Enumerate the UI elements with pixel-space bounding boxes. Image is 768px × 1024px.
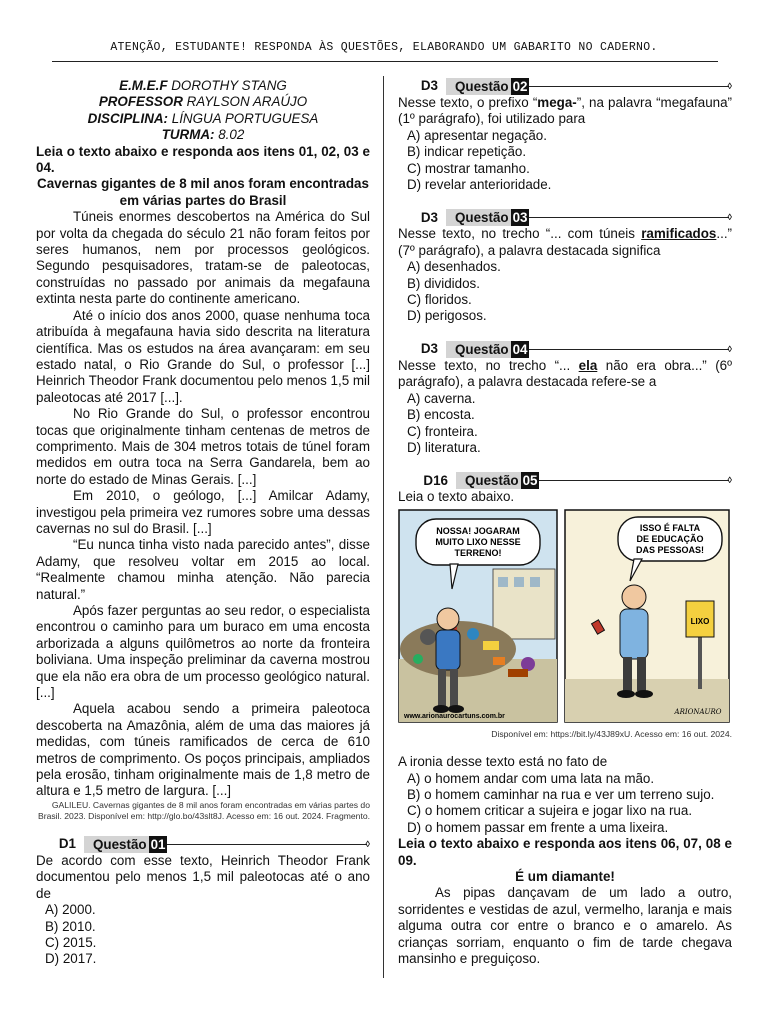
bin-label: LIXO (690, 616, 710, 626)
question-04-header (398, 341, 732, 358)
question-label: Questão (446, 341, 511, 358)
option-b[interactable]: B) encosta. (407, 407, 475, 423)
instruction-1: Leia o texto abaixo e responda aos itens 01, 02, 03 e 04. (36, 143, 370, 176)
question-03-header (398, 209, 732, 226)
question-stem: Nesse texto, no trecho “... com túneis ramificados...” (7º parágrafo), a palavra destacada significa (398, 226, 732, 258)
text2-title: É um diamante! (515, 868, 615, 884)
option-a[interactable]: A) 2000. (45, 902, 96, 918)
option-c[interactable]: C) 2015. (45, 934, 97, 950)
question-number: 01 (150, 836, 166, 852)
option-c[interactable]: C) o homem criticar a sujeira e jogar lixo na rua. (407, 803, 693, 819)
instruction-2: Leia o texto abaixo e responda aos itens 06, 07, 08 e 09. (398, 836, 732, 868)
question-number: 04 (512, 341, 528, 357)
descriptor-code: D1 (58, 836, 76, 852)
question-05-header (398, 472, 732, 489)
article-paragraph: Após fazer perguntas ao seu redor, o especialista encontrou o caminho para um buraco em uma encosta arborizada a alguns quilômetros ao norte da fronteira boliviana. Uma inspeção preliminar da caverna mostrou que ela não era obra de um processo geológico natural. [...] (36, 603, 370, 701)
bubble2-line3: DAS PESSOAS! (635, 544, 705, 555)
question-number: 03 (512, 210, 528, 226)
bubble1-line3: TERRENO! (454, 547, 502, 558)
diamond-icon: ◊ (727, 475, 732, 486)
left-column (36, 78, 370, 968)
diamond-icon: ◊ (727, 212, 732, 223)
descriptor-code: D16 (423, 472, 448, 488)
school-value: DOROTHY STANG (171, 78, 287, 93)
article-paragraph: Túneis enormes descobertos na América do Sul por volta da chegada do século 21 não foram feitos por seres humanos, nem por processos geológicos. Segundo pesquisadores, tratam-se de paleotocas, construídas no passado por animais da megafauna extinta nesta parte do continente americano. (36, 209, 370, 307)
option-d[interactable]: D) 2017. (45, 951, 97, 967)
option-d[interactable]: D) perigosos. (407, 308, 487, 324)
question-02-header (398, 78, 732, 95)
comic-intro: Leia o texto abaixo. (398, 489, 515, 505)
discipline-value: LÍNGUA PORTUGUESA (171, 110, 319, 126)
option-c[interactable]: C) floridos. (407, 292, 472, 308)
header-divider (52, 61, 718, 62)
bubble1-line2: MUITO LIXO NESSE (435, 536, 521, 547)
diamond-icon: ◊ (727, 343, 732, 354)
article-paragraph: “Eu nunca tinha visto nada parecido antes”, disse Adamy, que resolveu voltar em 2015 ao local. “Realmente chamou minha atenção. Não parecia natural.” (36, 537, 370, 602)
option-b[interactable]: B) indicar repetição. (407, 144, 527, 160)
option-d[interactable]: D) literatura. (407, 439, 481, 455)
page-header: ATENÇÃO, ESTUDANTE! RESPONDA ÀS QUESTÕES, ELABORANDO UM GABARITO NO CADERNO. (110, 41, 658, 54)
article-source: GALILEU. Cavernas gigantes de 8 mil anos foram encontradas em várias partes do Brasil. 2023. Disponível em: http://glo.bo/43slt8J. Acesso em: 16 out. 2024. Fragmento. (38, 799, 370, 821)
article-paragraph: Aquela acabou sendo a primeira paleotoca descoberta na Amazônia, além de uma das maiores já medidas, com túneis ramificados de cerca de 610 metros de comprimento. Os poços principais, ampliados pela erosão, tinham originalmente mais de 1,8 metro de altura e 1,5 metro de largura. [...] (36, 701, 370, 799)
article-paragraph: Em 2010, o geólogo, [...] Amilcar Adamy, investigou pela primeira vez rumores sobre uma dessas cavernas no sul do Brasil. [...] (36, 488, 370, 536)
option-d[interactable]: D) o homem passar em frente a uma lixeira. (407, 819, 669, 835)
article-paragraph: Até o início dos anos 2000, quase nenhuma toca atribuída à megafauna havia sido descrita na literatura científica. Mas os estudos na área avançaram: em seu estado natal, o Rio Grande do Sul, o professor [...] Heinrich Theodor Frank documentou pelo menos 1,5 mil paleotocas até 2017 [...]. (36, 307, 370, 405)
option-b[interactable]: B) o homem caminhar na rua e ver um terreno sujo. (407, 786, 715, 802)
comic-caption: Disponível em: https://bit.ly/43J89xU. Acesso em: 16 out. 2024. (491, 729, 732, 740)
class-label: TURMA: (161, 127, 215, 143)
descriptor-code: D3 (420, 341, 438, 357)
header-line (539, 480, 728, 481)
question-label: Questão (84, 836, 149, 853)
header-line (529, 86, 728, 87)
diamond-icon: ◊ (365, 838, 370, 849)
text2-paragraph: As pipas dançavam de um lado a outro, sorridentes e vestidas de azul, vermelho, laranja e mais alguma outra cor entre o branco e o amarelo. As crianças sorriam, enquanto o fim de tarde chegava mansinho e preguiçoso. (398, 885, 732, 966)
artist-signature: ARIONAURO (674, 707, 722, 716)
class-value: 8.02 (218, 127, 245, 143)
comic-site: www.arionaurocartuns.com.br (404, 712, 505, 720)
option-b[interactable]: B) divididos. (407, 275, 480, 291)
question-stem: Nesse texto, no trecho “... ela não era obra...” (6º parágrafo), a palavra destacada refere-se a (398, 357, 732, 390)
question-number: 05 (522, 473, 538, 489)
comic-strip (398, 509, 730, 724)
question-number: 02 (512, 79, 528, 94)
bubble1-line1: NOSSA! JOGARAM (436, 525, 520, 536)
discipline-line (36, 111, 370, 127)
option-c[interactable]: C) fronteira. (407, 423, 478, 439)
right-column (398, 78, 732, 967)
question-stem: A ironia desse texto está no fato de (398, 754, 608, 770)
option-b[interactable]: B) 2010. (45, 918, 96, 934)
bubble2-line1: ISSO É FALTA (639, 522, 701, 533)
header-line (529, 349, 728, 350)
question-label: Questão (446, 209, 511, 226)
school-line (36, 78, 370, 94)
diamond-icon: ◊ (727, 81, 732, 91)
teacher-label: PROFESSOR (98, 94, 183, 110)
question-label: Questão (456, 472, 521, 489)
question-01-header (36, 836, 370, 853)
descriptor-code: D3 (420, 78, 438, 94)
article-paragraph: No Rio Grande do Sul, o professor encontrou tocas que originalmente tinham centenas de metros de comprimento. Mais de 304 metros totais de túnel foram medidos em outra toca na Serra Gandarela, bem ao norte do estado de Minas Gerais. [...] (36, 406, 370, 487)
teacher-value: RAYLSON ARAÚJO (186, 94, 308, 110)
teacher-line (36, 94, 370, 110)
article-title: Cavernas gigantes de 8 mil anos foram encontradas em várias partes do Brasil (37, 176, 369, 208)
class-line (36, 127, 370, 143)
option-a[interactable]: A) desenhados. (407, 259, 501, 275)
header-line (529, 217, 728, 218)
header-line (167, 844, 366, 845)
question-stem: Nesse texto, o prefixo “mega-”, na palavra “megafauna” (1º parágrafo), foi utilizado para (398, 95, 733, 127)
discipline-label: DISCIPLINA: (87, 110, 169, 126)
option-a[interactable]: A) caverna. (407, 390, 476, 406)
column-divider (383, 76, 384, 978)
question-label: Questão (446, 78, 511, 95)
option-a[interactable]: A) o homem andar com uma lata na mão. (407, 770, 655, 786)
option-d[interactable]: D) revelar anterioridade. (407, 177, 552, 193)
bubble2-line2: DE EDUCAÇÃO (636, 533, 704, 544)
question-stem: De acordo com esse texto, Heinrich Theodor Frank documentou pelo menos 1,5 mil paleotocas até o ano de (36, 852, 370, 901)
option-c[interactable]: C) mostrar tamanho. (407, 160, 530, 176)
school-label: E.M.E.F (119, 78, 168, 93)
option-a[interactable]: A) apresentar negação. (407, 127, 547, 143)
descriptor-code: D3 (420, 209, 438, 225)
